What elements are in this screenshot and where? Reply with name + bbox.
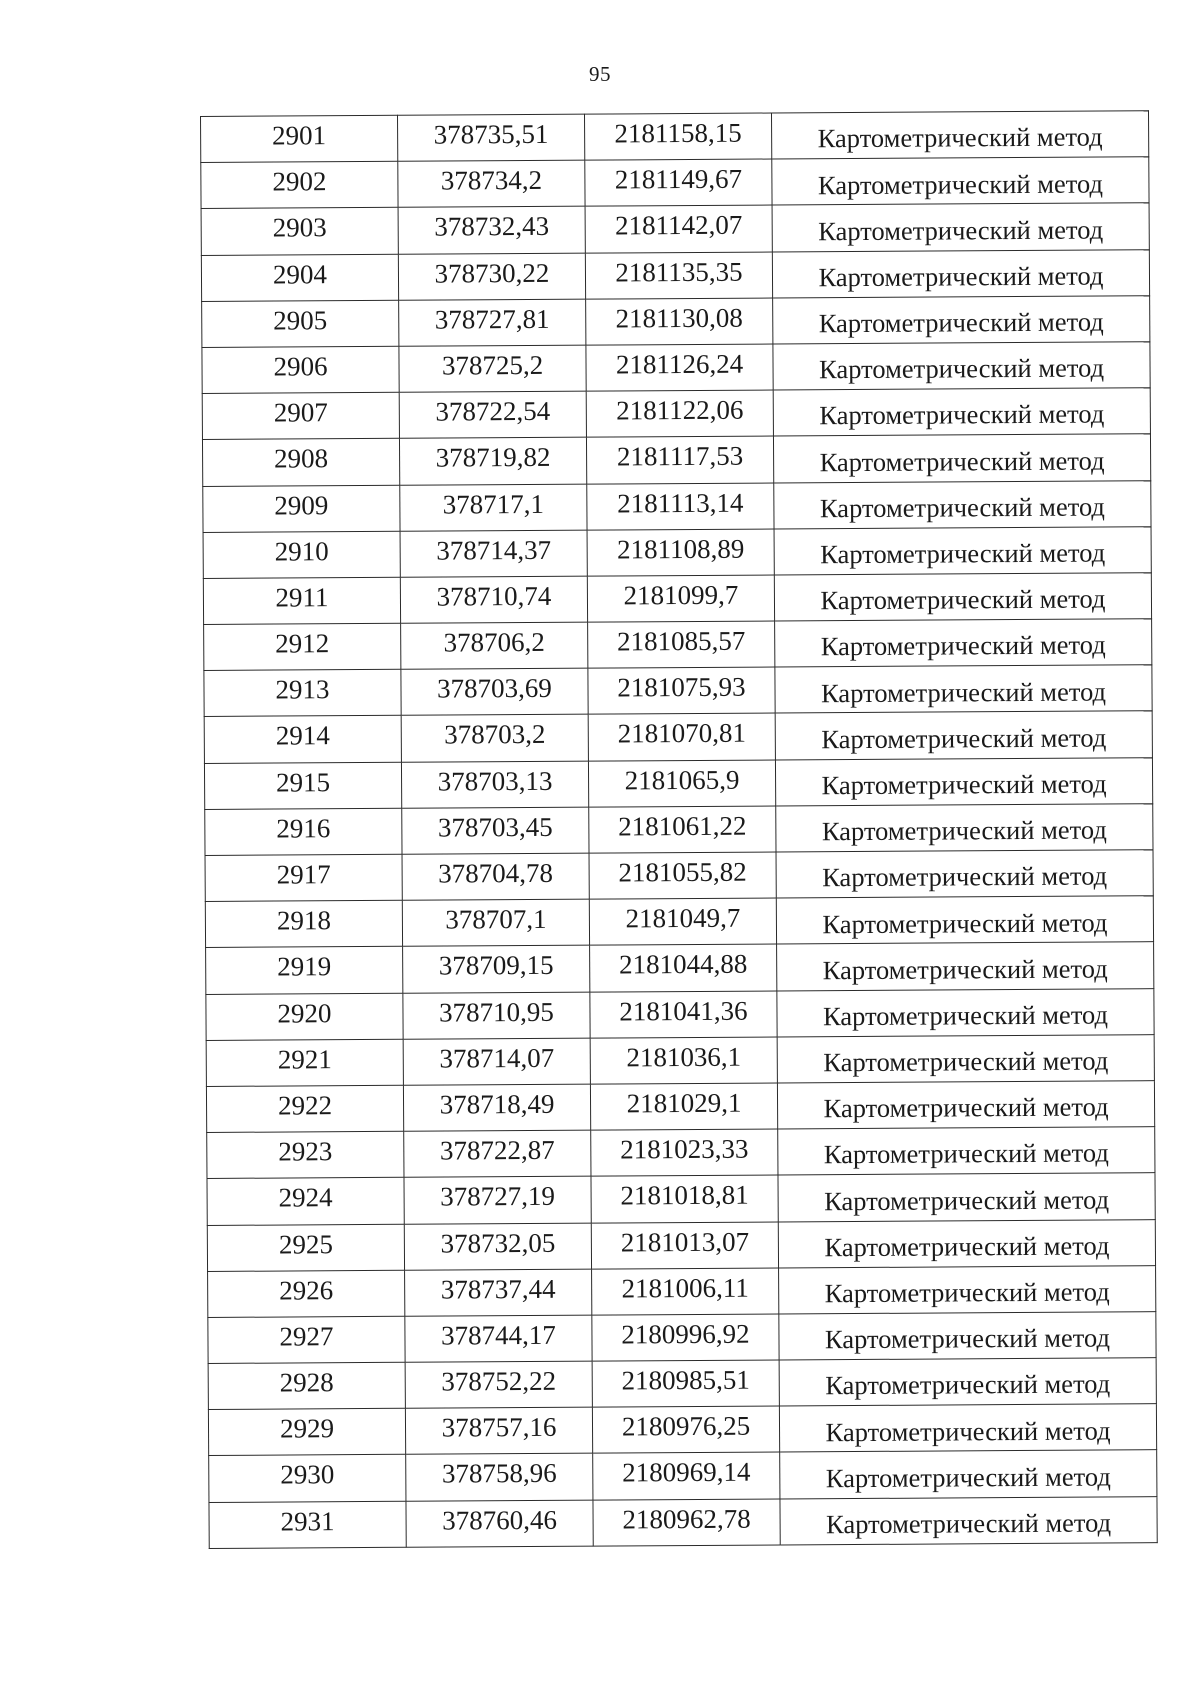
- table-row: [209, 1450, 1157, 1502]
- method-cell: Картометрический метод: [775, 619, 1152, 667]
- y-coordinate-cell: 2181061,22: [589, 806, 776, 853]
- point-number-cell: 2922: [206, 1085, 403, 1132]
- table-row: [205, 896, 1153, 948]
- table-row: [205, 850, 1153, 902]
- point-number-cell: 2911: [203, 577, 400, 624]
- table-row: [202, 434, 1150, 486]
- table-row: [206, 1081, 1154, 1133]
- method-cell: Картометрический метод: [773, 434, 1150, 482]
- table-row: [205, 804, 1153, 856]
- method-cell: Картометрический метод: [779, 1265, 1156, 1313]
- table-row: [202, 295, 1150, 347]
- point-number-cell: 2921: [206, 1039, 403, 1086]
- y-coordinate-cell: 2181113,14: [587, 483, 774, 530]
- method-cell: Картометрический метод: [775, 757, 1152, 805]
- x-coordinate-cell: 378727,81: [399, 299, 586, 346]
- x-coordinate-cell: 378714,37: [400, 530, 587, 577]
- method-cell: Картометрический метод: [772, 203, 1149, 251]
- point-number-cell: 2916: [205, 808, 402, 855]
- table-row: [203, 573, 1151, 625]
- table-row: [202, 342, 1150, 394]
- table-row: [204, 619, 1152, 671]
- point-number-cell: 2901: [201, 115, 398, 162]
- y-coordinate-cell: 2181029,1: [590, 1083, 777, 1130]
- point-number-cell: 2914: [204, 716, 401, 763]
- y-coordinate-cell: 2181055,82: [589, 852, 776, 899]
- x-coordinate-cell: 378760,46: [406, 1500, 593, 1547]
- method-cell: Картометрический метод: [777, 1081, 1154, 1129]
- table-row: [204, 757, 1152, 809]
- method-cell: Картометрический метод: [775, 665, 1152, 713]
- table-row: [201, 249, 1149, 301]
- method-cell: Картометрический метод: [772, 157, 1149, 205]
- x-coordinate-cell: 378703,45: [402, 807, 589, 854]
- coordinates-table-body: [201, 111, 1158, 1549]
- table-row: [206, 1034, 1154, 1086]
- point-number-cell: 2925: [207, 1224, 404, 1271]
- y-coordinate-cell: 2180996,92: [592, 1314, 779, 1361]
- x-coordinate-cell: 378734,2: [398, 160, 585, 207]
- method-cell: Картометрический метод: [777, 988, 1154, 1036]
- table-row: [203, 480, 1151, 532]
- method-cell: Картометрический метод: [776, 850, 1153, 898]
- x-coordinate-cell: 378718,49: [403, 1084, 590, 1131]
- y-coordinate-cell: 2181075,93: [588, 667, 775, 714]
- table-row: [204, 665, 1152, 717]
- y-coordinate-cell: 2181085,57: [588, 621, 775, 668]
- y-coordinate-cell: 2181013,07: [591, 1221, 778, 1268]
- y-coordinate-cell: 2180976,25: [592, 1406, 779, 1453]
- y-coordinate-cell: 2181041,36: [590, 991, 777, 1038]
- method-cell: Картометрический метод: [774, 573, 1151, 621]
- method-cell: Картометрический метод: [779, 1312, 1156, 1360]
- y-coordinate-cell: 2181018,81: [591, 1175, 778, 1222]
- x-coordinate-cell: 378710,95: [403, 992, 590, 1039]
- table-row: [201, 111, 1149, 163]
- point-number-cell: 2905: [202, 300, 399, 347]
- method-cell: Картометрический метод: [780, 1496, 1157, 1544]
- y-coordinate-cell: 2181108,89: [587, 529, 774, 576]
- point-number-cell: 2928: [208, 1362, 405, 1409]
- x-coordinate-cell: 378710,74: [400, 576, 587, 623]
- table-row: [207, 1127, 1155, 1179]
- table-row: [207, 1173, 1155, 1225]
- x-coordinate-cell: 378758,96: [406, 1454, 593, 1501]
- method-cell: Картометрический метод: [776, 896, 1153, 944]
- y-coordinate-cell: 2181126,24: [586, 344, 773, 391]
- method-cell: Картометрический метод: [773, 388, 1150, 436]
- x-coordinate-cell: 378722,87: [404, 1130, 591, 1177]
- method-cell: Картометрический метод: [774, 480, 1151, 528]
- y-coordinate-cell: 2181142,07: [585, 205, 772, 252]
- y-coordinate-cell: 2181158,15: [584, 113, 771, 160]
- y-coordinate-cell: 2181049,7: [589, 898, 776, 945]
- y-coordinate-cell: 2181117,53: [586, 436, 773, 483]
- x-coordinate-cell: 378730,22: [398, 253, 585, 300]
- x-coordinate-cell: 378737,44: [405, 1269, 592, 1316]
- method-cell: Картометрический метод: [777, 1034, 1154, 1082]
- y-coordinate-cell: 2181070,81: [588, 713, 775, 760]
- y-coordinate-cell: 2180985,51: [592, 1360, 779, 1407]
- method-cell: Картометрический метод: [779, 1404, 1156, 1452]
- point-number-cell: 2912: [204, 623, 401, 670]
- point-number-cell: 2902: [201, 161, 398, 208]
- y-coordinate-cell: 2181122,06: [586, 390, 773, 437]
- x-coordinate-cell: 378727,19: [404, 1176, 591, 1223]
- y-coordinate-cell: 2181044,88: [590, 944, 777, 991]
- x-coordinate-cell: 378722,54: [399, 391, 586, 438]
- x-coordinate-cell: 378744,17: [405, 1315, 592, 1362]
- point-number-cell: 2924: [207, 1178, 404, 1225]
- y-coordinate-cell: 2181099,7: [587, 575, 774, 622]
- method-cell: Картометрический метод: [773, 295, 1150, 343]
- point-number-cell: 2908: [202, 439, 399, 486]
- y-coordinate-cell: 2181149,67: [585, 159, 772, 206]
- method-cell: Картометрический метод: [778, 1127, 1155, 1175]
- y-coordinate-cell: 2180969,14: [593, 1452, 780, 1499]
- table-row: [206, 942, 1154, 994]
- y-coordinate-cell: 2181130,08: [586, 298, 773, 345]
- point-number-cell: 2903: [201, 208, 398, 255]
- point-number-cell: 2904: [201, 254, 398, 301]
- table-row: [207, 1219, 1155, 1271]
- table-row: [204, 711, 1152, 763]
- method-cell: Картометрический метод: [780, 1450, 1157, 1498]
- x-coordinate-cell: 378735,51: [397, 114, 584, 161]
- table-row: [208, 1312, 1156, 1364]
- method-cell: Картометрический метод: [777, 942, 1154, 990]
- point-number-cell: 2929: [208, 1409, 405, 1456]
- table-row: [206, 988, 1154, 1040]
- x-coordinate-cell: 378703,13: [401, 761, 588, 808]
- table-row: [201, 203, 1149, 255]
- table-row: [208, 1404, 1156, 1456]
- point-number-cell: 2917: [205, 854, 402, 901]
- y-coordinate-cell: 2180962,78: [593, 1499, 780, 1546]
- point-number-cell: 2920: [206, 993, 403, 1040]
- method-cell: Картометрический метод: [778, 1173, 1155, 1221]
- x-coordinate-cell: 378732,05: [404, 1223, 591, 1270]
- point-number-cell: 2931: [209, 1501, 406, 1548]
- table-row: [202, 388, 1150, 440]
- point-number-cell: 2926: [208, 1270, 405, 1317]
- table-row: [209, 1496, 1157, 1548]
- point-number-cell: 2907: [202, 392, 399, 439]
- point-number-cell: 2918: [205, 900, 402, 947]
- point-number-cell: 2923: [207, 1131, 404, 1178]
- method-cell: Картометрический метод: [778, 1219, 1155, 1267]
- method-cell: Картометрический метод: [773, 342, 1150, 390]
- point-number-cell: 2927: [208, 1316, 405, 1363]
- x-coordinate-cell: 378706,2: [401, 622, 588, 669]
- table-row: [203, 526, 1151, 578]
- x-coordinate-cell: 378714,07: [403, 1038, 590, 1085]
- method-cell: Картометрический метод: [771, 111, 1148, 159]
- y-coordinate-cell: 2181065,9: [588, 760, 775, 807]
- x-coordinate-cell: 378703,2: [401, 715, 588, 762]
- point-number-cell: 2915: [204, 762, 401, 809]
- method-cell: Картометрический метод: [776, 804, 1153, 852]
- table-row: [208, 1265, 1156, 1317]
- method-cell: Картометрический метод: [775, 711, 1152, 759]
- y-coordinate-cell: 2181006,11: [592, 1268, 779, 1315]
- x-coordinate-cell: 378703,69: [401, 668, 588, 715]
- coordinates-table-container: [200, 110, 1157, 1549]
- point-number-cell: 2910: [203, 531, 400, 578]
- table-row: [201, 157, 1149, 209]
- page-number: 95: [589, 62, 611, 86]
- point-number-cell: 2913: [204, 670, 401, 717]
- point-number-cell: 2930: [209, 1455, 406, 1502]
- x-coordinate-cell: 378757,16: [405, 1407, 592, 1454]
- x-coordinate-cell: 378752,22: [405, 1361, 592, 1408]
- method-cell: Картометрический метод: [772, 249, 1149, 297]
- method-cell: Картометрический метод: [774, 526, 1151, 574]
- x-coordinate-cell: 378725,2: [399, 345, 586, 392]
- y-coordinate-cell: 2181135,35: [585, 252, 772, 299]
- x-coordinate-cell: 378717,1: [400, 484, 587, 531]
- x-coordinate-cell: 378707,1: [402, 899, 589, 946]
- x-coordinate-cell: 378719,82: [399, 437, 586, 484]
- coordinates-table: [200, 110, 1158, 1549]
- point-number-cell: 2919: [206, 947, 403, 994]
- x-coordinate-cell: 378709,15: [403, 946, 590, 993]
- y-coordinate-cell: 2181036,1: [590, 1037, 777, 1084]
- x-coordinate-cell: 378732,43: [398, 207, 585, 254]
- x-coordinate-cell: 378704,78: [402, 853, 589, 900]
- y-coordinate-cell: 2181023,33: [591, 1129, 778, 1176]
- point-number-cell: 2906: [202, 346, 399, 393]
- table-row: [208, 1358, 1156, 1410]
- method-cell: Картометрический метод: [779, 1358, 1156, 1406]
- point-number-cell: 2909: [203, 485, 400, 532]
